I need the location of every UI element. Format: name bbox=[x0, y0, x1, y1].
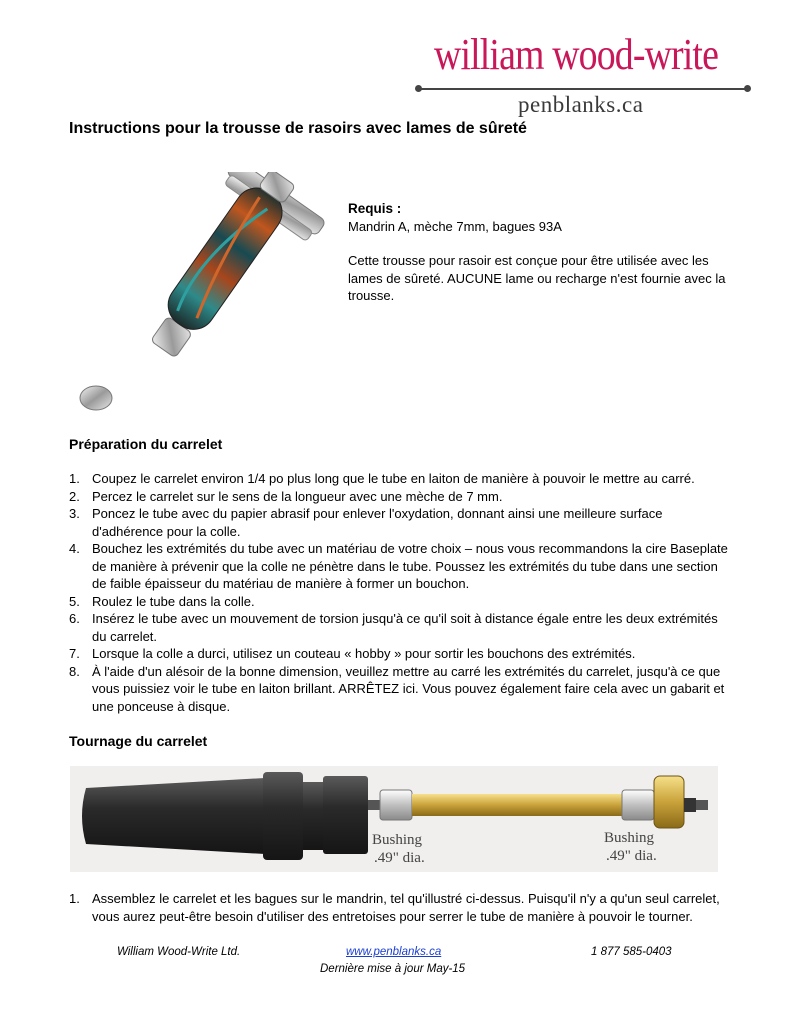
list-item bbox=[69, 470, 729, 488]
footer-company: William Wood-Write Ltd. bbox=[117, 946, 241, 958]
list-item-text: Coupez le carrelet environ 1/4 po plus long que le tube en laiton de manière à pouvoir le mettre au carré. bbox=[92, 471, 695, 486]
list-item-number: 4. bbox=[69, 541, 80, 556]
preparation-steps bbox=[69, 470, 729, 715]
list-item bbox=[69, 488, 729, 506]
brand-logo-subtitle: penblanks.ca bbox=[518, 92, 644, 117]
list-item bbox=[69, 505, 729, 540]
list-item bbox=[69, 645, 729, 663]
mandrel-image bbox=[70, 766, 718, 872]
footer-phone: 1 877 585-0403 bbox=[591, 946, 672, 958]
left-bushing-label: Bushing bbox=[372, 832, 423, 848]
footer-website-link[interactable]: www.penblanks.ca bbox=[346, 946, 442, 958]
kit-note: Cette trousse pour rasoir est conçue pour être utilisée avec les lames de sûreté. AUCUNE lame ou recharge n'est fournie avec la trousse. bbox=[348, 253, 726, 303]
page-title: Instructions pour la trousse de rasoirs avec lames de sûreté bbox=[69, 120, 527, 137]
list-item bbox=[69, 663, 729, 716]
turning-steps bbox=[69, 890, 729, 925]
list-item-text: Lorsque la colle a durci, utilisez un couteau « hobby » pour sortir les bouchons des extrémités. bbox=[92, 646, 636, 661]
list-item-number: 3. bbox=[69, 506, 80, 521]
list-item bbox=[69, 890, 729, 925]
list-item-text: Assemblez le carrelet et les bagues sur le mandrin, tel qu'illustré ci-dessus. Puisqu'il n'y a qu'un seul carrelet, vous aurez peut-être besoin d'utiliser des entretoises pour serrer le tube de manière à pouvoir le tourner. bbox=[92, 891, 720, 924]
list-item-text: Insérez le tube avec un mouvement de torsion jusqu'à ce qu'il soit à distance égale entre les deux extrémités du carrelet. bbox=[92, 611, 718, 644]
requirements-block bbox=[348, 200, 728, 305]
list-item-number: 5. bbox=[69, 593, 80, 609]
logo-divider bbox=[418, 88, 748, 90]
list-item bbox=[69, 593, 729, 611]
requirements-heading: Requis : bbox=[348, 201, 402, 216]
list-item-text: Roulez le tube dans la colle. bbox=[92, 593, 255, 609]
requirements-items: Mandrin A, mèche 7mm, bagues 93A bbox=[348, 218, 562, 234]
footer-last-updated: Dernière mise à jour May-15 bbox=[320, 963, 466, 975]
brand-logo-text: william wood-write bbox=[434, 30, 719, 79]
right-bushing-label: Bushing bbox=[604, 830, 655, 846]
list-item-number: 6. bbox=[69, 611, 80, 626]
razor-image bbox=[78, 172, 328, 417]
section-heading-turning: Tournage du carrelet bbox=[69, 733, 208, 749]
list-item-text: Bouchez les extrémités du tube avec un matériau de votre choix – nous vous recommandons la cire Baseplate de manière à prévenir que la colle ne pénètre dans le tube. Poussez les extrémités du tube dans une section de faible épaisseur du matériau de manière à former un bouchon. bbox=[92, 541, 728, 591]
list-item-number: 7. bbox=[69, 646, 80, 661]
list-item-text: Poncez le tube avec du papier abrasif pour enlever l'oxydation, donnant ainsi une meilleure surface d'adhérence pour la colle. bbox=[92, 506, 663, 539]
left-bushing-dia-label: .49" dia. bbox=[374, 850, 425, 866]
list-item-number: 8. bbox=[69, 663, 80, 679]
list-item bbox=[69, 540, 729, 593]
section-heading-preparation: Préparation du carrelet bbox=[69, 436, 223, 452]
list-item-number: 1. bbox=[69, 891, 80, 906]
list-item-text: À l'aide d'un alésoir de la bonne dimension, veuillez mettre au carré les extrémités du carrelet, jusqu'à ce que vous puissiez voir le tube en laiton brillant. ARRÊTEZ ici. Vous pouvez également faire cela avec un gabarit et une ponceuse à disque. bbox=[92, 663, 725, 714]
list-item-number: 1. bbox=[69, 471, 80, 486]
logo-divider-dot-left bbox=[415, 85, 422, 92]
logo-divider-dot-right bbox=[744, 85, 751, 92]
list-item-number: 2. bbox=[69, 488, 80, 504]
right-bushing-dia-label: .49" dia. bbox=[606, 848, 657, 864]
list-item bbox=[69, 610, 729, 645]
list-item-text: Percez le carrelet sur le sens de la longueur avec une mèche de 7 mm. bbox=[92, 488, 503, 504]
